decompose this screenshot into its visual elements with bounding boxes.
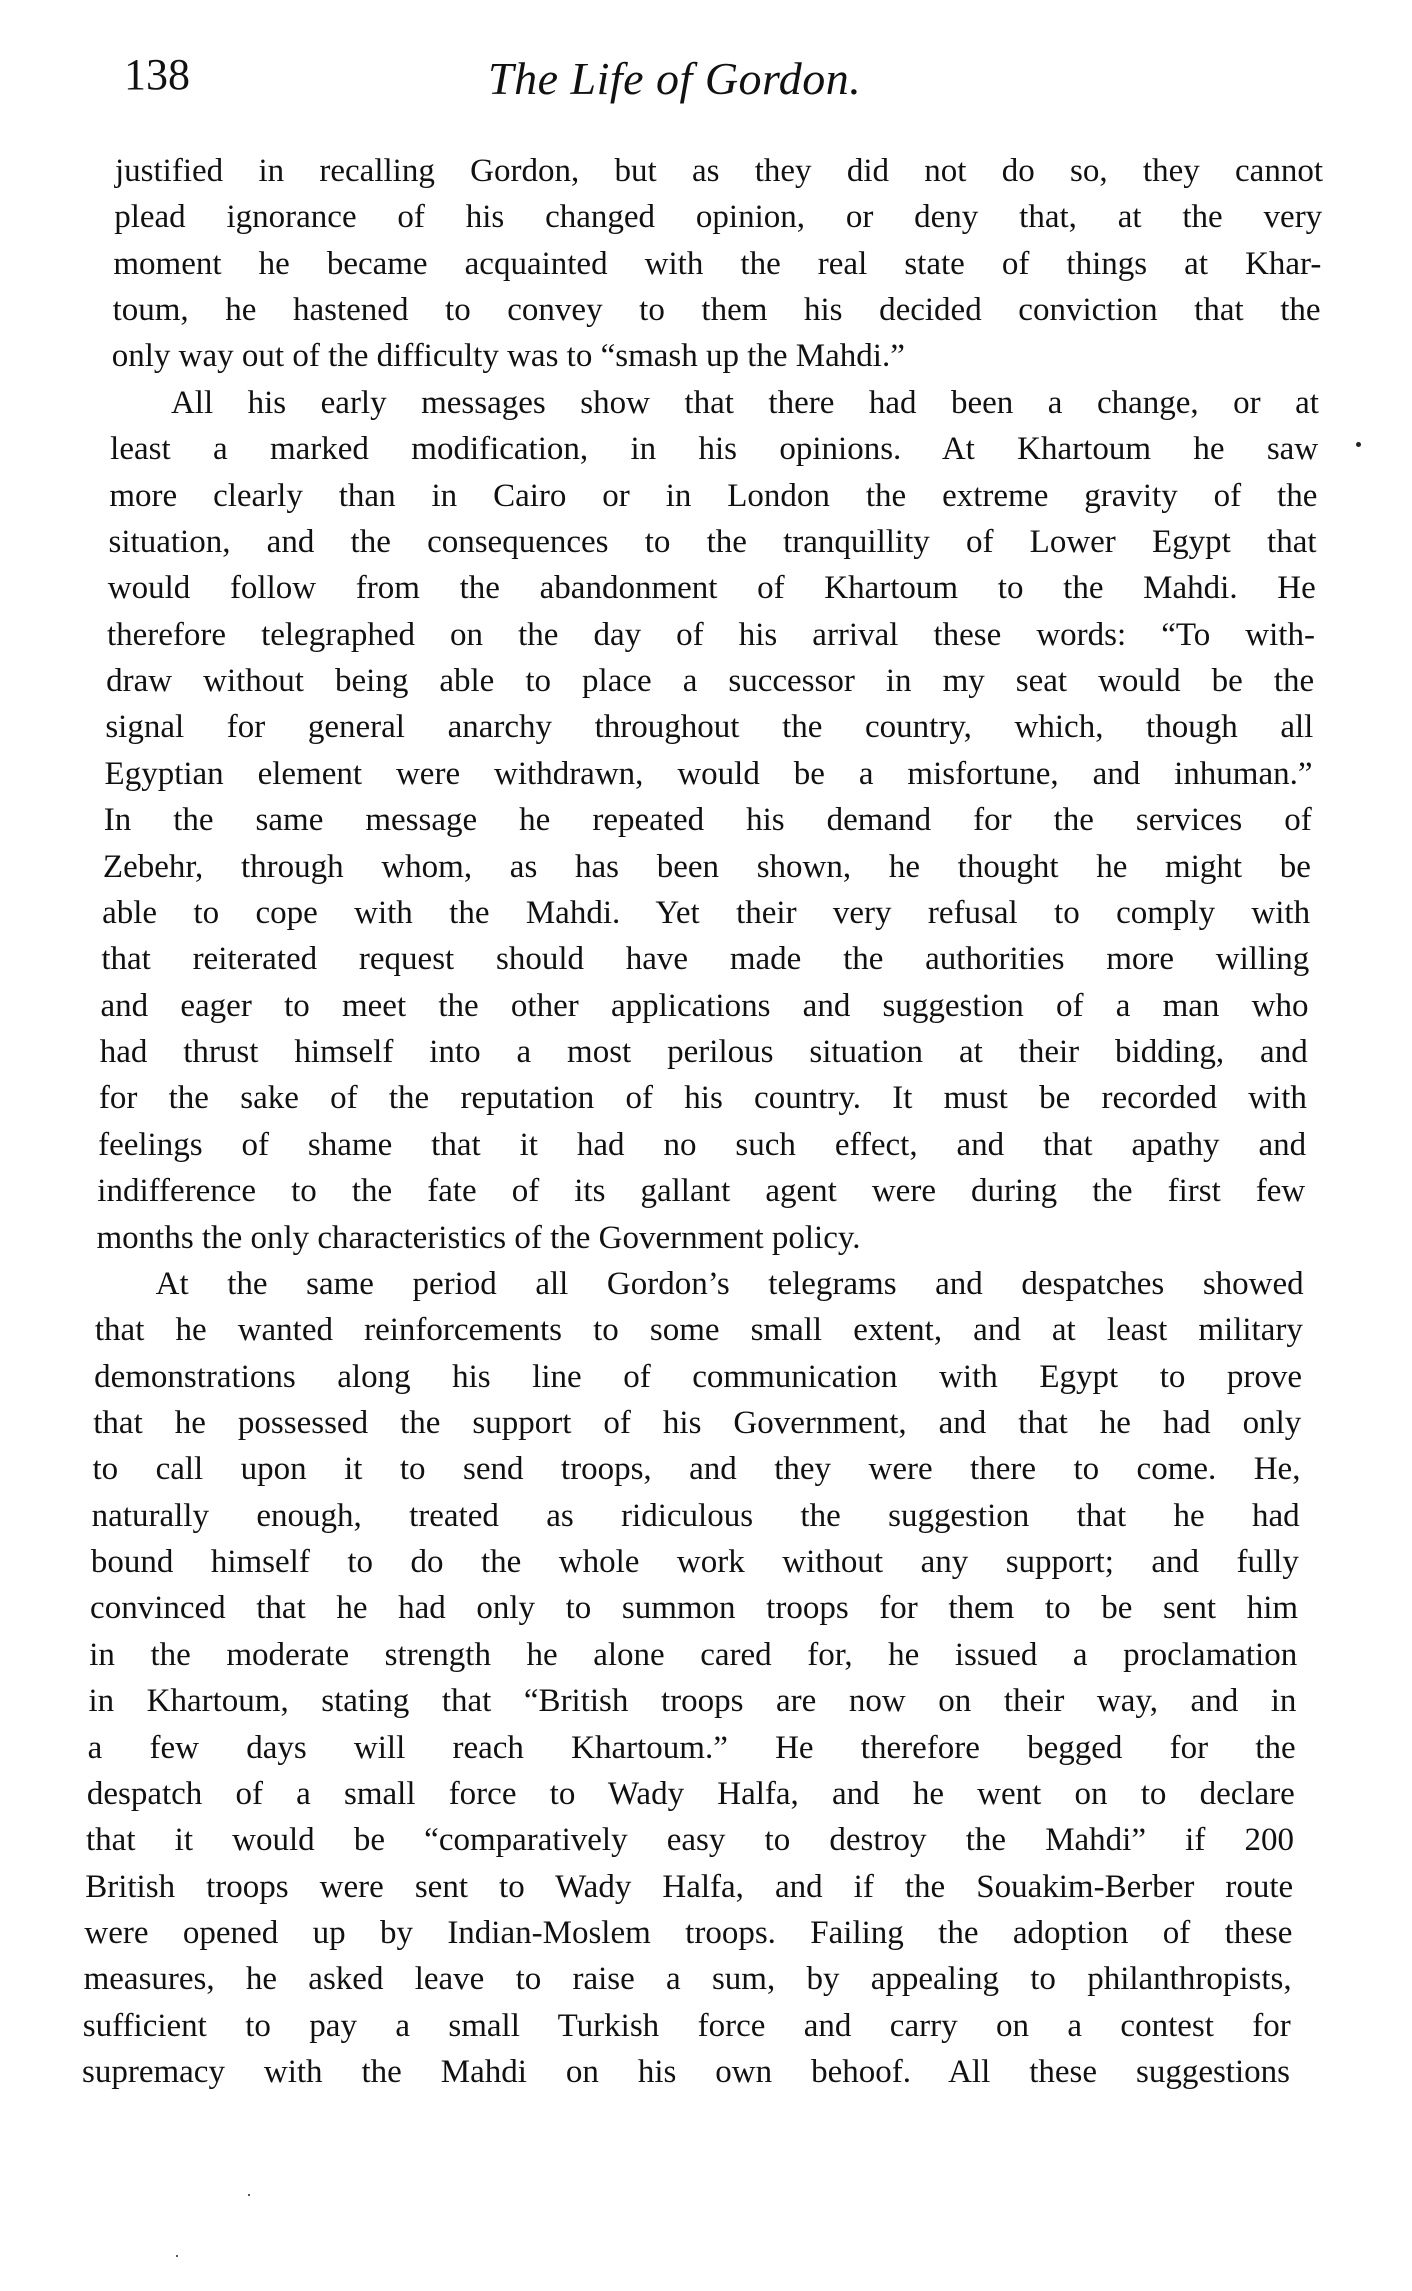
text-line: situation, and the consequences to the tranquillity of Lower Egypt that bbox=[108, 523, 1317, 560]
text-line: more clearly than in Cairo or in London the extreme gravity of the bbox=[109, 477, 1318, 514]
text-line: would follow from the abandonment of Khartoum to the Mahdi. He bbox=[107, 570, 1316, 607]
text-line: At the same period all Gordon’s telegrams and despatches showed bbox=[155, 1265, 1304, 1302]
text-line: feelings of shame that it had no such effect, and that apathy and bbox=[98, 1126, 1307, 1163]
text-line: least a marked modification, in his opinions. At Khartoum he saw bbox=[110, 431, 1319, 468]
text-line: had thrust himself into a most perilous situation at their bidding, and bbox=[99, 1034, 1308, 1071]
text-line: toum, he hastened to convey to them his decided conviction that the bbox=[112, 292, 1321, 329]
text-line: that it would be “comparatively easy to destroy the Mahdi” if 200 bbox=[86, 1822, 1295, 1859]
text-line: a few days will reach Khartoum.” He therefore begged for the bbox=[87, 1729, 1296, 1766]
text-line: supremacy with the Mahdi on his own behoof. All these suggestions bbox=[82, 2054, 1290, 2091]
page-number: 138 bbox=[124, 50, 190, 99]
scan-speck bbox=[1356, 442, 1361, 447]
text-line: measures, he asked leave to raise a sum, by appealing to philanthropists, bbox=[83, 1961, 1292, 1998]
scan-speck bbox=[248, 2194, 250, 2196]
text-line: despatch of a small force to Wady Halfa, and he went on to declare bbox=[86, 1775, 1295, 1812]
text-line: that he possessed the support of his Government, and that he had only bbox=[93, 1404, 1302, 1441]
text-line: in the moderate strength he alone cared for, he issued a proclamation bbox=[89, 1636, 1298, 1673]
text-line: able to cope with the Mahdi. Yet their very refusal to comply with bbox=[102, 894, 1311, 931]
text-line: In the same message he repeated his demand for the services of bbox=[103, 802, 1312, 839]
text-line: Zebehr, through whom, as has been shown, he thought he might be bbox=[102, 848, 1311, 885]
text-line: indifference to the fate of its gallant agent were during the first few bbox=[97, 1173, 1306, 1210]
text-line: months the only characteristics of the Government policy. bbox=[96, 1219, 861, 1256]
text-line: plead ignorance of his changed opinion, or deny that, at the very bbox=[114, 199, 1323, 236]
text-line: Egyptian element were withdrawn, would be a misfortune, and inhuman.” bbox=[104, 755, 1313, 792]
text-line: sufficient to pay a small Turkish force and carry on a contest for bbox=[82, 2007, 1291, 2044]
text-line: were opened up by Indian-Moslem troops. Failing the adoption of these bbox=[84, 1915, 1293, 1952]
text-line: demonstrations along his line of communication with Egypt to prove bbox=[94, 1358, 1303, 1395]
text-line: signal for general anarchy throughout the country, which, though all bbox=[105, 709, 1314, 746]
text-line: only way out of the difficulty was to “smash up the Mahdi.” bbox=[111, 338, 905, 375]
text-line: for the sake of the reputation of his country. It must be recorded with bbox=[98, 1080, 1307, 1117]
text-line: and eager to meet the other applications and suggestion of a man who bbox=[100, 987, 1309, 1024]
running-title: The Life of Gordon. bbox=[488, 53, 862, 104]
text-line: All his early messages show that there had been a change, or at bbox=[170, 384, 1319, 421]
text-line: bound himself to do the whole work without any support; and fully bbox=[90, 1544, 1299, 1581]
text-line: that he wanted reinforcements to some small extent, and at least military bbox=[94, 1312, 1303, 1349]
text-line: draw without being able to place a successor in my seat would be the bbox=[106, 663, 1315, 700]
text-line: to call upon it to send troops, and they were there to come. He, bbox=[92, 1451, 1301, 1488]
text-line: convinced that he had only to summon troops for them to be sent him bbox=[90, 1590, 1299, 1627]
text-line: in Khartoum, stating that “British troops are now on their way, and in bbox=[88, 1683, 1297, 1720]
text-line: moment he became acquainted with the real state of things at Khar- bbox=[113, 245, 1322, 282]
text-line: justified in recalling Gordon, but as they did not do so, they cannot bbox=[115, 153, 1323, 189]
text-line: therefore telegraphed on the day of his arrival these words: “To with- bbox=[106, 616, 1315, 653]
text-line: British troops were sent to Wady Halfa, and if the Souakim-Berber route bbox=[85, 1868, 1294, 1905]
scan-speck bbox=[176, 2255, 178, 2257]
text-line: that reiterated request should have made the authorities more willing bbox=[101, 941, 1310, 978]
text-line: naturally enough, treated as ridiculous the suggestion that he had bbox=[91, 1497, 1300, 1534]
